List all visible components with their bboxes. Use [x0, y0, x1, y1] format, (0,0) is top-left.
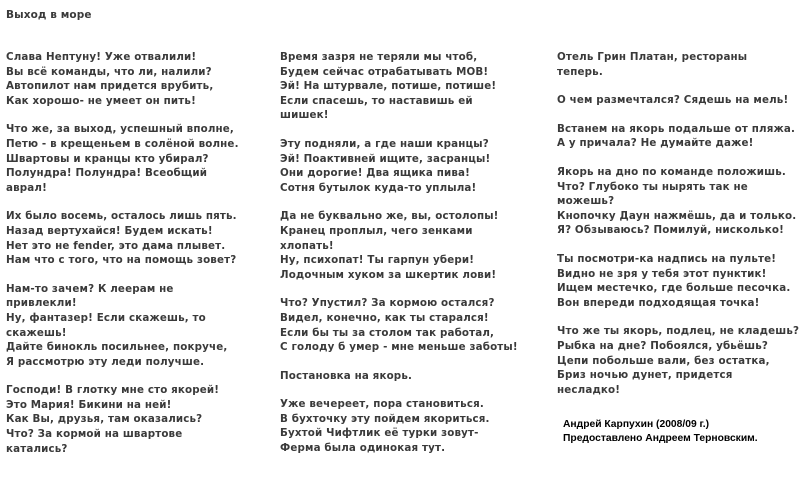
poem-line: Бриз ночью дунет, придется	[557, 369, 733, 382]
poem-line: Швартовы и кранцы кто убирал?	[6, 152, 209, 165]
poem-line: Нет это не fender, это дама плывет.	[6, 239, 226, 252]
stanza	[557, 252, 797, 310]
poem-line: Что? Упустил? За кормою остался?	[280, 297, 495, 310]
credits-author: Андрей Карпухин (2008/09 г.)	[563, 419, 710, 430]
poem-line: Как хорошо- не умеет он пить!	[6, 94, 196, 107]
poem-line: Что же ты якорь, подлец, не кладешь?	[557, 325, 800, 338]
poem-line: Господи! В глотку мне сто якорей!	[6, 384, 220, 397]
poem-line: Что? За кормой на швартове	[6, 428, 183, 441]
poem-line: Бухтой Чифтлик её турки зовут-	[280, 427, 479, 440]
poem-line: Якорь на дно по команде положишь.	[557, 165, 786, 178]
stanza	[557, 50, 797, 79]
poem-title: Выход в море	[6, 9, 92, 21]
poem-line: Петю - в крещеньем в солёной волне.	[6, 137, 239, 150]
credits-provider: Предоставлено Андреем Терновским.	[563, 433, 758, 444]
poem-column-1	[6, 50, 268, 470]
poem-line: Сотня бутылок куда-то уплыла!	[280, 181, 477, 194]
poem-line: Вон впереди подходящая точка!	[557, 296, 760, 309]
stanza	[6, 383, 268, 456]
poem-line: В бухточку эту пойдем якориться.	[280, 412, 490, 425]
poem-line: Эй! Поактивней ищите, засранцы!	[280, 152, 491, 165]
poem-line: Нам-то зачем? К леерам не	[6, 282, 174, 295]
poem-line: скажешь!	[6, 326, 67, 339]
poem-line: Нам что с того, что на помощь зовет?	[6, 254, 237, 267]
poem-line: Кранец проплыл, чего зенками	[280, 224, 473, 237]
stanza	[280, 296, 542, 354]
poem-line: Что? Глубоко ты нырять так не	[557, 180, 748, 193]
stanza	[557, 165, 797, 238]
stanza	[6, 50, 268, 108]
poem-line: Они дорогие! Два ящика пива!	[280, 167, 471, 180]
poem-line: Видел, конечно, как ты старался!	[280, 311, 489, 324]
poem-line: Полундра! Полундра! Всеобщий	[6, 167, 208, 180]
stanza	[280, 369, 542, 384]
poem-line: Ищем местечко, где больше песочка.	[557, 282, 791, 295]
poem-line: Встанем на якорь подальше от пляжа.	[557, 122, 796, 135]
poem-line: Назад вертухайся! Будем искать!	[6, 224, 213, 237]
poem-line: Ну, психопат! Ты гарпун убери!	[280, 254, 475, 267]
poem-line: Уже вечереет, пора становиться.	[280, 398, 484, 411]
poem-line: А у причала? Не думайте даже!	[557, 137, 754, 150]
poem-line: Их было восемь, осталось лишь пять.	[6, 210, 237, 223]
poem-line: Кнопочку Даун нажмёшь, да и только.	[557, 209, 797, 222]
poem-line: несладко!	[557, 383, 621, 396]
poem-line: Я рассмотрю эту леди получше.	[6, 355, 205, 368]
stanza	[280, 209, 542, 282]
poem-column-2	[280, 50, 542, 470]
poem-line: Ну, фантазер! Если скажешь, то	[6, 311, 206, 324]
poem-line: Автопилот нам придется врубить,	[6, 80, 214, 93]
stanza	[6, 282, 268, 370]
poem-line: теперь.	[557, 65, 603, 78]
poem-line: Да не буквально же, вы, остолопы!	[280, 210, 499, 223]
stanza	[557, 324, 800, 397]
poem-line: привлекли!	[6, 297, 77, 310]
poem-line: Я? Обзываюсь? Помилуй, нисколько!	[557, 224, 784, 237]
poem-line: Если спасешь, то наставишь ей	[280, 94, 473, 107]
stanza	[280, 50, 542, 123]
stanza	[280, 397, 542, 455]
poem-line: можешь?	[557, 195, 615, 208]
poem-column-3	[557, 50, 800, 411]
poem-line: Вы всё команды, что ли, налили?	[6, 65, 212, 78]
poem-line: Лодочным хуком за шкертик лови!	[280, 268, 497, 281]
poem-line: Рыбка на дне? Побоялся, убьёшь?	[557, 339, 768, 352]
poem-line: Эту подняли, а где наши кранцы?	[280, 137, 489, 150]
poem-line: Что же, за выход, успешный вполне,	[6, 123, 234, 136]
stanza	[6, 209, 268, 267]
poem-line: Будем сейчас отрабатывать MOB!	[280, 65, 489, 78]
poem-line: аврал!	[6, 181, 47, 194]
poem-line: Дайте бинокль посильнее, покруче,	[6, 341, 228, 354]
poem-line: Видно не зря у тебя этот пунктик!	[557, 267, 767, 280]
poem-line: Постановка на якорь.	[280, 369, 413, 382]
stanza	[557, 122, 797, 151]
stanza	[280, 137, 542, 195]
poem-line: Ты посмотри-ка надпись на пульте!	[557, 252, 777, 265]
credits	[563, 418, 758, 446]
poem-line: Отель Грин Платан, рестораны	[557, 51, 748, 63]
stanza	[6, 122, 268, 195]
poem-line: катались?	[6, 442, 68, 455]
stanza	[557, 93, 797, 108]
poem-line: С голоду б умер - мне меньше заботы!	[280, 341, 518, 354]
poem-line: Если бы ты за столом так работал,	[280, 326, 495, 339]
poem-line: Время зазря не теряли мы чтоб,	[280, 51, 478, 63]
poem-line: Ферма была одинокая тут.	[280, 442, 446, 455]
poem-line: Это Мария! Бикини на ней!	[6, 398, 172, 411]
poem-line: Эй! На штурвале, потише, потише!	[280, 80, 497, 93]
poem-line: Цепи побольше вали, без остатка,	[557, 354, 770, 367]
poem-line: О чем размечтался? Сядешь на мель!	[557, 94, 789, 107]
poem-line: Как Вы, друзья, там оказались?	[6, 413, 203, 426]
poem-line: шишек!	[280, 109, 329, 122]
poem-line: Слава Нептуну! Уже отвалили!	[6, 51, 197, 63]
poem-line: хлопать!	[280, 239, 334, 252]
